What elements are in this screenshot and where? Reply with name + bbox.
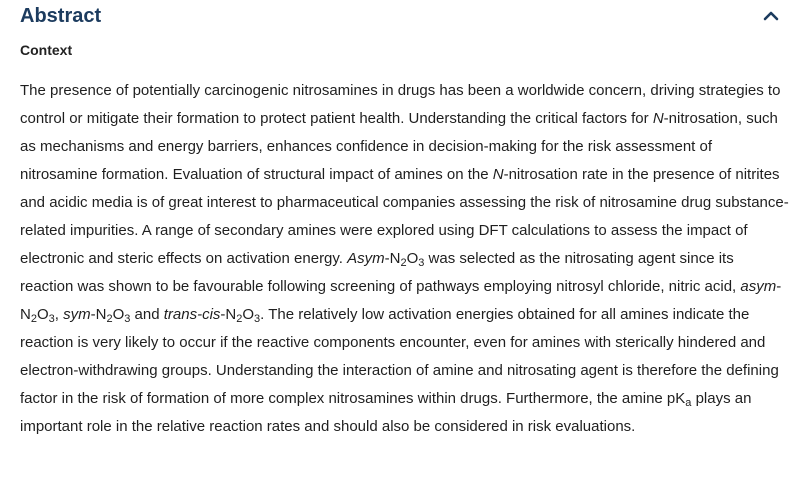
text-segment: -nitrosation rate in the presence of nitrites and acidic media is of great interest to pharmaceutical companies assessing the risk of nitrosamine drug substance-related impurities. A range of secondary amines were explored using DFT calculations to assess the impact of electronic and steric effects on activation energy. [20, 166, 789, 267]
subscript: 2 [236, 313, 243, 325]
formula-part: -N [20, 278, 782, 323]
text-segment: , [54, 306, 64, 323]
formula-part: O [112, 306, 125, 323]
subscript: 3 [48, 313, 55, 325]
subscript: a [685, 397, 692, 409]
italic-asym: Asym [347, 250, 385, 267]
text-segment: The presence of potentially carcinogenic nitrosamines in drugs has been a worldwide concern, driving strategies to control or mitigate their formation to protect patient health. Understanding the critical factors for [20, 82, 781, 127]
text-segment: . The relatively low activation energies obtained for all amines indicate the reaction is very likely to occur if the reactive components encounter, even for amines with sterically hindered and electron-withdrawing groups. Understanding the interaction of amine and nitrosating agent is therefore the defining factor in the risk of formation of more complex nitrosamines within drugs. Furthermore, the amine pK [20, 306, 779, 407]
subscript: 2 [400, 257, 407, 269]
chevron-up-icon [763, 11, 779, 21]
italic-trans-cis: trans-cis [163, 306, 221, 323]
context-paragraph [20, 77, 790, 441]
formula-part: -N [90, 306, 107, 323]
subscript: 3 [124, 313, 131, 325]
subscript: 3 [254, 313, 261, 325]
subscript: 2 [106, 313, 113, 325]
collapse-button[interactable] [760, 5, 782, 27]
formula-part: -N [220, 306, 237, 323]
subscript: 2 [30, 313, 37, 325]
italic-n: N [652, 110, 664, 127]
text-segment: -nitrosation, such as mechanisms and energy barriers, enhances confidence in decision-making for the risk assessment of nitrosamine formation. Evaluation of structural impact of amines on the [20, 110, 778, 183]
formula-part: O [36, 306, 49, 323]
italic-asym: asym [740, 278, 777, 295]
italic-sym: sym [63, 306, 91, 323]
formula-part: O [242, 306, 255, 323]
subscript: 3 [418, 257, 425, 269]
text-segment: plays an important role in the relative reaction rates and should also be considered in risk evaluations. [20, 390, 752, 435]
context-heading: Context [20, 42, 73, 58]
italic-n: N [492, 166, 504, 183]
abstract-header[interactable] [20, 3, 790, 29]
text-segment: was selected as the nitrosating agent since its reaction was shown to be favourable following screening of pathways employing nitrosyl chloride, nitric acid, [20, 250, 741, 295]
formula-part: -N [384, 250, 401, 267]
text-segment: and [130, 306, 164, 323]
formula-part: O [406, 250, 419, 267]
abstract-title: Abstract [20, 5, 102, 27]
